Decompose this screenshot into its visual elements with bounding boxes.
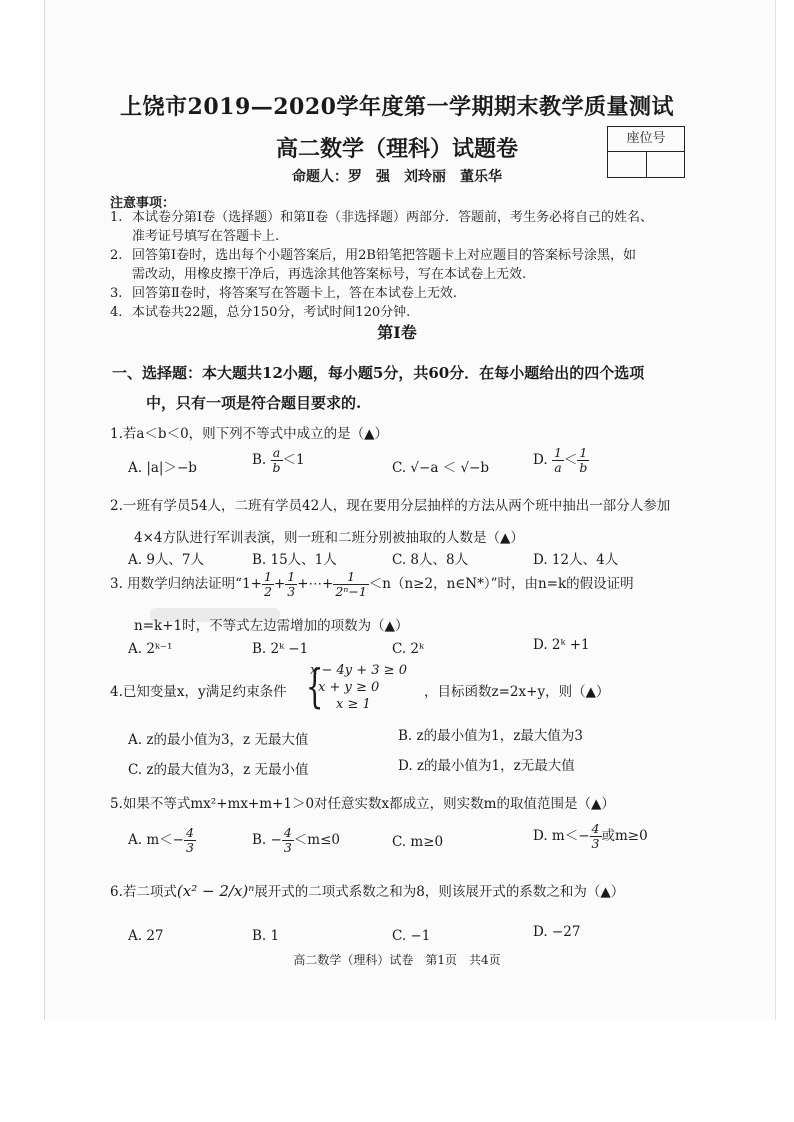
q5-option-a: A. m＜− $\frac{4}{3}$ [128,825,194,855]
question-2-stem-1: 2.一班有学员54人，二班有学员42人，现在要用分层抽样的方法从两个班中抽出一部分人参加 [110,498,671,514]
question-5-stem: 5.如果不等式mx²+mx+m+1＞0对任意实数x都成立，则实数m的取值范围是（▲） [110,796,615,812]
question-4-stem-pre: 4.已知变量x，y满足约束条件 [110,684,287,700]
q4-brace: { [305,659,324,713]
q6-option-c: C. −1 [392,928,431,944]
q6-option-a: A. 27 [128,928,164,944]
exam-authors: 命题人：罗 强 刘玲丽 董乐华 [292,169,502,185]
q5-option-d: D. m＜− $\frac{4}{3}$ 或m≥0 [533,821,648,851]
exam-title: 上饶市2019—2020学年度第一学期期末教学质量测试 [120,94,674,120]
seat-number-label: 座位号 [608,127,684,152]
q3-option-c: C. 2ᵏ [392,641,424,657]
section-heading-line1: 一、选择题：本大题共12小题，每小题5分，共60分．在每小题给出的四个选项 [112,364,645,382]
q3-option-d: D. 2ᵏ +1 [533,637,590,653]
q4-option-c: C. z的最大值为3，z 无最小值 [128,762,309,778]
q3-fraction-3: $\frac{1}{\text{2ⁿ−1}}$ [335,569,367,599]
q4-constraints: x − 4y + 3 ≥ 0 x + y ≥ 0 x ≥ 1 [310,663,407,712]
q4-option-a: A. z的最小值为3，z 无最大值 [128,732,309,748]
q5-b-fraction: $\frac{4}{3}$ [283,825,292,855]
q5-option-b: B. − $\frac{4}{3}$ ＜m≤0 [252,825,340,855]
q1-option-a: A. |a|＞−b [128,460,197,476]
note-item-4: 4. 本试卷共22题，总分150分，考试时间120分钟. [110,305,411,320]
question-1-stem: 1.若a＜b＜0，则下列不等式中成立的是（▲） [110,426,389,442]
section-heading-line2: 中，只有一项是符合题目要求的. [146,394,362,412]
q2-option-d: D. 12人、4人 [533,552,619,568]
question-4-stem-post: ，目标函数z=2x+y，则（▲） [424,684,610,700]
q1-option-b: B. $\frac{a}{b}$ ＜1 [252,445,305,475]
question-3-stem-2: n=k+1时，不等式左边需增加的项数为（▲） [134,618,409,634]
seat-number-box [607,126,685,178]
note-item-2: 2. 回答第Ⅰ卷时，选出每个小题答案后，用2B铅笔把答题卡上对应题目的答案标号涂黑，如 需改动，用橡皮擦干净后，再选涂其他答案标号，写在本试卷上无效. [110,248,636,282]
q1-d-fraction-2: $\frac{1}{b}$ [579,445,588,475]
q2-option-b: B. 15人、1人 [252,552,337,568]
page-footer: 高二数学（理科）试卷 第1页 共4页 [293,953,501,967]
volume-heading: 第Ⅰ卷 [377,323,417,342]
q3-fraction-1: $\frac{1}{2}$ [263,569,272,599]
q1-b-fraction: $\frac{a}{b}$ [272,445,281,475]
question-6-stem: 6.若二项式(x² − 2/x)ⁿ展开式的二项式系数之和为8，则该展开式的系数之和为（▲） [110,882,625,900]
q6-option-b: B. 1 [252,928,280,944]
q5-d-fraction: $\frac{4}{3}$ [591,821,600,851]
q2-option-a: A. 9人、7人 [128,552,205,568]
q1-d-fraction-1: $\frac{1}{a}$ [553,445,562,475]
q3-fraction-2: $\frac{1}{3}$ [287,569,296,599]
note-item-1: 1. 本试卷分第Ⅰ卷（选择题）和第Ⅱ卷（非选择题）两部分．答题前，考生务必将自己的姓名、 准考证号填写在答题卡上. [110,210,653,244]
q4-option-b: B. z的最小值为1，z最大值为3 [398,728,583,744]
q3-option-a: A. 2ᵏ⁻¹ [128,641,173,657]
q5-a-fraction: $\frac{4}{3}$ [185,825,194,855]
q6-binomial: (x² − 2/x)ⁿ [176,882,255,900]
q5-option-c: C. m≥0 [392,834,444,850]
question-3-stem-1: 3. 用数学归纳法证明“1+ $\frac{1}{2}$ + $\frac{1}{3}$ +⋯+ $\frac{1}{\text{2ⁿ−1}}$ ＜n（n≥2，n∈N*）”时，由n=k的假设证明 [110,569,634,599]
q3-option-b: B. 2ᵏ −1 [252,641,309,657]
q1-option-c: C. √−a ＜ √−b [392,460,490,476]
note-item-3: 3. 回答第Ⅱ卷时，将答案写在答题卡上，答在本试卷上无效. [110,286,457,301]
q1-option-d: D. $\frac{1}{a}$ ＜ $\frac{1}{b}$ [533,445,588,475]
q4-option-d: D. z的最小值为1，z无最大值 [398,758,575,774]
seat-cell-1 [608,152,647,177]
q2-option-c: C. 8人、8人 [392,552,469,568]
q6-option-d: D. −27 [533,924,581,940]
notes-heading: 注意事项： [110,196,176,211]
seat-cell-2 [647,152,685,177]
question-2-stem-2: 4×4方队进行军训表演，则一班和二班分别被抽取的人数是（▲） [134,530,524,546]
exam-subtitle: 高二数学（理科）试题卷 [275,136,518,162]
